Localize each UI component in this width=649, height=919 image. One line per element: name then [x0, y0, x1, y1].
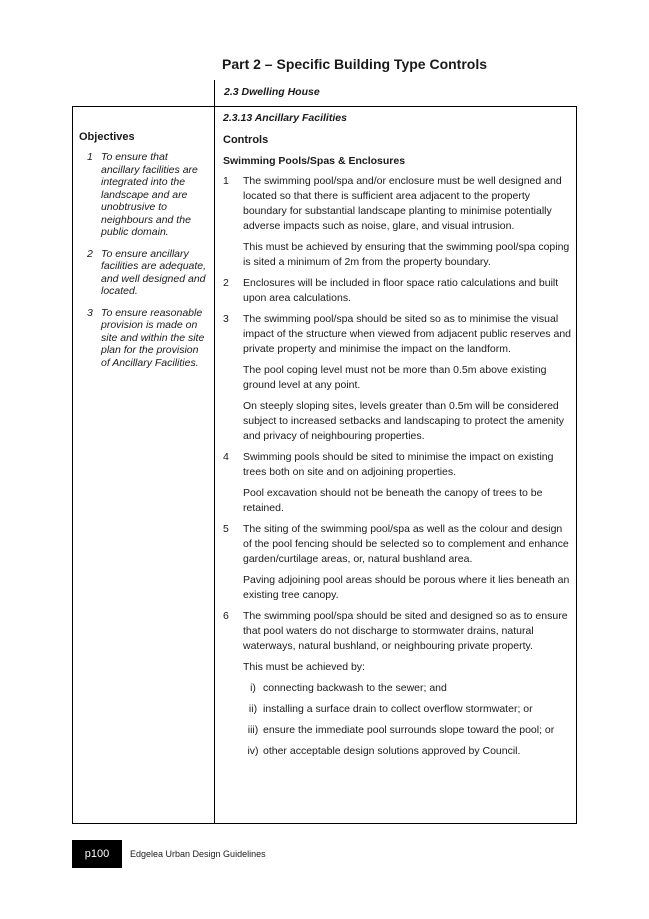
sub-list-item — [243, 723, 573, 738]
sub-list-number: iv) — [247, 745, 259, 757]
page-number-badge — [72, 840, 122, 868]
section-title: 2.3 Dwelling House — [224, 86, 320, 98]
control-item — [223, 174, 573, 270]
control-number: 4 — [223, 451, 229, 463]
sub-list-text: installing a surface drain to collect overflow stormwater; or — [263, 703, 533, 715]
sub-list-item — [243, 681, 573, 696]
controls-heading: Controls — [223, 134, 269, 146]
control-body — [243, 609, 573, 765]
control-paragraph: This must be achieved by ensuring that the swimming pool/spa coping is sited a minimum of 2m from the property boundary. — [243, 241, 570, 268]
footer-title: Edgelea Urban Design Guidelines — [130, 849, 266, 859]
control-paragraph: The pool coping level must not be more than 0.5m above existing ground level at any point. — [243, 364, 547, 391]
page-number: p100 — [84, 848, 110, 860]
objective-item — [79, 307, 209, 370]
sub-list-number: ii) — [248, 703, 258, 715]
control-paragraph: The swimming pool/spa should be sited so as to minimise the visual impact of the structure when viewed from adjacent public reserves and private property and minimise the impact on the landform. — [243, 313, 571, 355]
control-paragraph: The swimming pool/spa should be sited and designed so as to ensure that pool waters do not discharge to stormwater drains, natural waterways, natural bushland, or neighbouring private property. — [243, 610, 568, 652]
control-number: 2 — [223, 277, 229, 289]
control-body — [243, 312, 573, 444]
objectives-column — [79, 131, 209, 378]
control-number: 1 — [223, 175, 229, 187]
sub-list — [243, 681, 573, 759]
content-frame — [72, 106, 577, 824]
control-item — [223, 522, 573, 603]
control-paragraph: The siting of the swimming pool/spa as well as the colour and design of the pool fencing should be selected so to complement and enhance garden/curtilage areas, or, natural bushland area. — [243, 523, 569, 565]
pools-heading: Swimming Pools/Spas & Enclosures — [223, 155, 406, 167]
sub-list-number: i) — [250, 682, 256, 694]
objective-number: 1 — [87, 151, 93, 163]
control-number: 5 — [223, 523, 229, 535]
page-title: Part 2 – Specific Building Type Controls — [222, 56, 488, 72]
control-paragraph: This must be achieved by: — [243, 661, 365, 673]
sub-list-item — [243, 744, 573, 759]
control-body — [243, 174, 573, 270]
control-item — [223, 276, 573, 306]
control-paragraph: The swimming pool/spa and/or enclosure must be well designed and located so that there is sufficient area adjacent to the property boundary for substantial landscape planting to minimise potentially adverse impacts such as noise, glare, and visual intrusion. — [243, 175, 562, 232]
objective-item — [79, 151, 209, 239]
objective-number: 3 — [87, 306, 93, 319]
objective-text: To ensure reasonable provision is made on site and within the site plan for the provision of Ancillary Facilities. — [101, 306, 205, 369]
control-paragraph: On steeply sloping sites, levels greater than 0.5m will be considered subject to increased setbacks and landscaping to protect the amenity and privacy of neighbouring properties. — [243, 400, 565, 442]
objective-text: To ensure ancillary facilities are adequate, and well designed and located. — [101, 247, 207, 297]
control-body — [243, 450, 573, 516]
control-item — [223, 312, 573, 444]
control-number: 6 — [223, 610, 229, 622]
control-number: 3 — [223, 313, 229, 325]
control-paragraph: Paving adjoining pool areas should be porous where it lies beneath an existing tree canopy. — [243, 574, 570, 601]
header-divider — [214, 80, 215, 107]
sub-list-item — [243, 702, 573, 717]
control-paragraph: Enclosures will be included in floor space ratio calculations and built upon area calculations. — [243, 277, 559, 304]
objective-number: 2 — [87, 247, 93, 260]
control-item — [223, 450, 573, 516]
objective-item — [79, 248, 209, 298]
sub-list-number: iii) — [247, 724, 259, 736]
subsection-title: 2.3.13 Ancillary Facilities — [223, 112, 347, 124]
control-body — [243, 522, 573, 603]
control-paragraph: Swimming pools should be sited to minimise the impact on existing trees both on site and on adjoining properties. — [243, 451, 554, 478]
sub-list-text: other acceptable design solutions approved by Council. — [263, 745, 521, 757]
control-paragraph: Pool excavation should not be beneath the canopy of trees to be retained. — [243, 487, 543, 514]
sub-list-text: ensure the immediate pool surrounds slope toward the pool; or — [263, 724, 555, 736]
objectives-heading: Objectives — [79, 131, 135, 143]
objective-text: To ensure that ancillary facilities are integrated into the landscape and are unobtrusive to neighbours and the public domain. — [101, 151, 198, 238]
sub-list-text: connecting backwash to the sewer; and — [263, 682, 447, 694]
control-item — [223, 609, 573, 765]
column-divider — [214, 107, 215, 823]
control-body — [243, 276, 573, 306]
controls-column — [223, 111, 573, 765]
